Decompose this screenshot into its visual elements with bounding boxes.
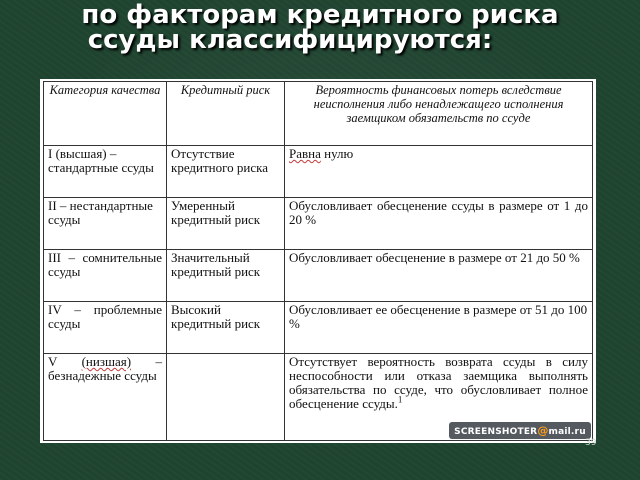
cell-probability: Обусловливает ее обесценение в размере от 51 до 100 % bbox=[285, 302, 593, 354]
cell-risk: Значительный кредитный риск bbox=[167, 250, 285, 302]
header-risk: Кредитный риск bbox=[167, 82, 285, 146]
cell-risk: Умеренный кредитный риск bbox=[167, 198, 285, 250]
table-panel bbox=[40, 79, 596, 443]
table-row bbox=[44, 146, 593, 198]
cell-category-text: – безнадежные ссуды bbox=[48, 354, 162, 383]
table-row bbox=[44, 198, 593, 250]
cell-probability-text: Отсутствует вероятность возврата ссуды в силу неспособности или отказа заемщика выполнять обязательства по ссуде, что обусловливает полное обесценение ссуды. bbox=[289, 354, 588, 411]
cell-probability: Обусловливает обесценение ссуды в размере от 1 до 20 % bbox=[285, 198, 593, 250]
cell-probability: Обусловливает обесценение в размере от 21 до 50 % bbox=[285, 250, 593, 302]
cell-category: II – нестандартные ссуды bbox=[44, 198, 167, 250]
cell-risk bbox=[167, 354, 285, 441]
cell-category-number: V bbox=[48, 354, 58, 369]
cell-category: I (высшая) – стандартные ссуды bbox=[44, 146, 167, 198]
watermark-domain: mail.ru bbox=[548, 427, 586, 437]
watermark-brand: SCREENSHOTER bbox=[454, 427, 538, 437]
slide-title-line-1: по факторам кредитного риска bbox=[81, 0, 559, 30]
footnote-marker: 1 bbox=[397, 394, 403, 405]
credit-risk-table bbox=[43, 81, 593, 441]
spellcheck-word: (низшая) bbox=[81, 354, 132, 369]
cell-risk: Высокий кредитный риск bbox=[167, 302, 285, 354]
spellcheck-word: Равна bbox=[289, 146, 321, 161]
slide-title-line-2: ссуды классифицируются: bbox=[87, 25, 493, 55]
header-category: Категория качества bbox=[44, 82, 167, 146]
table-row bbox=[44, 250, 593, 302]
slide-title bbox=[0, 0, 640, 53]
header-probability: Вероятность финансовых потерь вследствие неисполнения либо ненадлежащего исполнения заемщиком обязательств по ссуде bbox=[285, 82, 593, 146]
table-header-row bbox=[44, 82, 593, 146]
screenshoter-watermark bbox=[449, 422, 591, 439]
cell-risk: Отсутствие кредитного риска bbox=[167, 146, 285, 198]
cell-category bbox=[44, 354, 167, 441]
cell-category: III – сомнительные ссуды bbox=[44, 250, 167, 302]
table-row bbox=[44, 302, 593, 354]
watermark-at-icon: @ bbox=[537, 424, 549, 437]
cell-probability-text: нулю bbox=[320, 146, 354, 161]
cell-probability bbox=[285, 146, 593, 198]
cell-category: IV – проблемные ссуды bbox=[44, 302, 167, 354]
page-number: 39 bbox=[585, 438, 597, 448]
